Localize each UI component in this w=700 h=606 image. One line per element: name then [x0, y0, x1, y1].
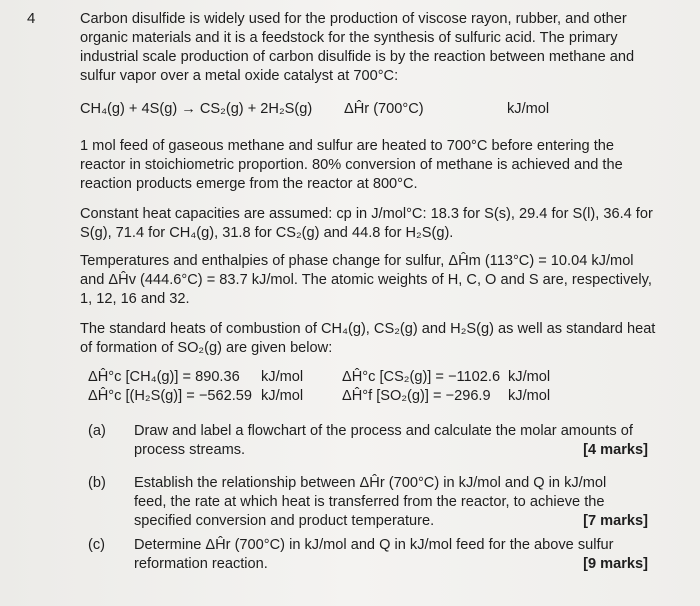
heats-intro-paragraph: The standard heats of combustion of CH₄(g), CS₂(g) and H₂S(g) as well as standard heat of formation of SO₂(g) are given below:: [80, 321, 656, 356]
reaction-enthalpy-unit: kJ/mol: [507, 101, 550, 117]
heats-table: [88, 369, 608, 409]
part-b-text: Establish the relationship between ΔĤr (700°C) in kJ/mol and Q in kJ/mol feed, the rate at which heat is transferred from the reactor, to achieve the specified conversion and product temperature.: [134, 475, 607, 529]
part-b-marks: [7 marks]: [583, 513, 648, 529]
feed-paragraph: 1 mol feed of gaseous methane and sulfur are heated to 700°C before entering the reactor in stoichiometric proportion. 80% conversion of methane is achieved and the reaction products emerge from the reactor at 800°C.: [80, 138, 623, 192]
intro-paragraph: Carbon disulfide is widely used for the production of viscose rayon, rubber, and other organic materials and it is a feedstock for the synthesis of sulfuric acid. The primary industrial scale production of carbon disulfide is by the reaction between methane and sulfur vapor over a metal oxide catalyst at 700°C:: [80, 11, 635, 84]
part-c-label: (c): [88, 537, 106, 553]
part-a-label: (a): [88, 423, 106, 439]
part-b: [88, 474, 648, 534]
unit-so2: kJ/mol: [508, 388, 551, 404]
unit-ch4: kJ/mol: [261, 369, 304, 385]
reaction-enthalpy: ΔĤr (700°C): [344, 101, 424, 117]
heat-formation-so2: ΔĤ°f [SO₂(g)] = −296.9: [342, 388, 491, 404]
part-b-label: (b): [88, 475, 106, 491]
unit-h2s: kJ/mol: [261, 388, 304, 404]
part-c: [88, 536, 648, 576]
part-a: [88, 422, 648, 462]
heat-capacities-paragraph: Constant heat capacities are assumed: cp in J/mol°C: 18.3 for S(s), 29.4 for S(l), 36.4 for S(g), 71.4 for CH₄(g), 31.8 for CS₂(g) and 44.8 for H₂S(g).: [80, 206, 653, 241]
reaction-formula: CH₄(g) + 4S(g) → CS₂(g) + 2H₂S(g): [80, 101, 313, 117]
part-a-text: Draw and label a flowchart of the process and calculate the molar amounts of process streams.: [134, 423, 633, 458]
part-a-marks: [4 marks]: [583, 442, 648, 458]
heat-combustion-ch4: ΔĤ°c [CH₄(g)] = 890.36: [88, 369, 240, 385]
part-c-text: Determine ΔĤr (700°C) in kJ/mol and Q in kJ/mol feed for the above sulfur reformation reaction.: [134, 537, 614, 572]
part-c-marks: [9 marks]: [583, 556, 648, 572]
heat-combustion-cs2: ΔĤ°c [CS₂(g)] = −1102.6: [342, 369, 501, 385]
unit-cs2: kJ/mol: [508, 369, 551, 385]
phase-change-paragraph: Temperatures and enthalpies of phase change for sulfur, ΔĤm (113°C) = 10.04 kJ/mol and ΔĤv (444.6°C) = 83.7 kJ/mol. The atomic weights of H, C, O and S are, respectively, 1, 12, 16 and 32.: [80, 253, 652, 307]
reaction-equation: [80, 101, 640, 121]
heat-combustion-h2s: ΔĤ°c [(H₂S(g)] = −562.59: [88, 388, 253, 404]
question-number: 4: [27, 10, 36, 27]
